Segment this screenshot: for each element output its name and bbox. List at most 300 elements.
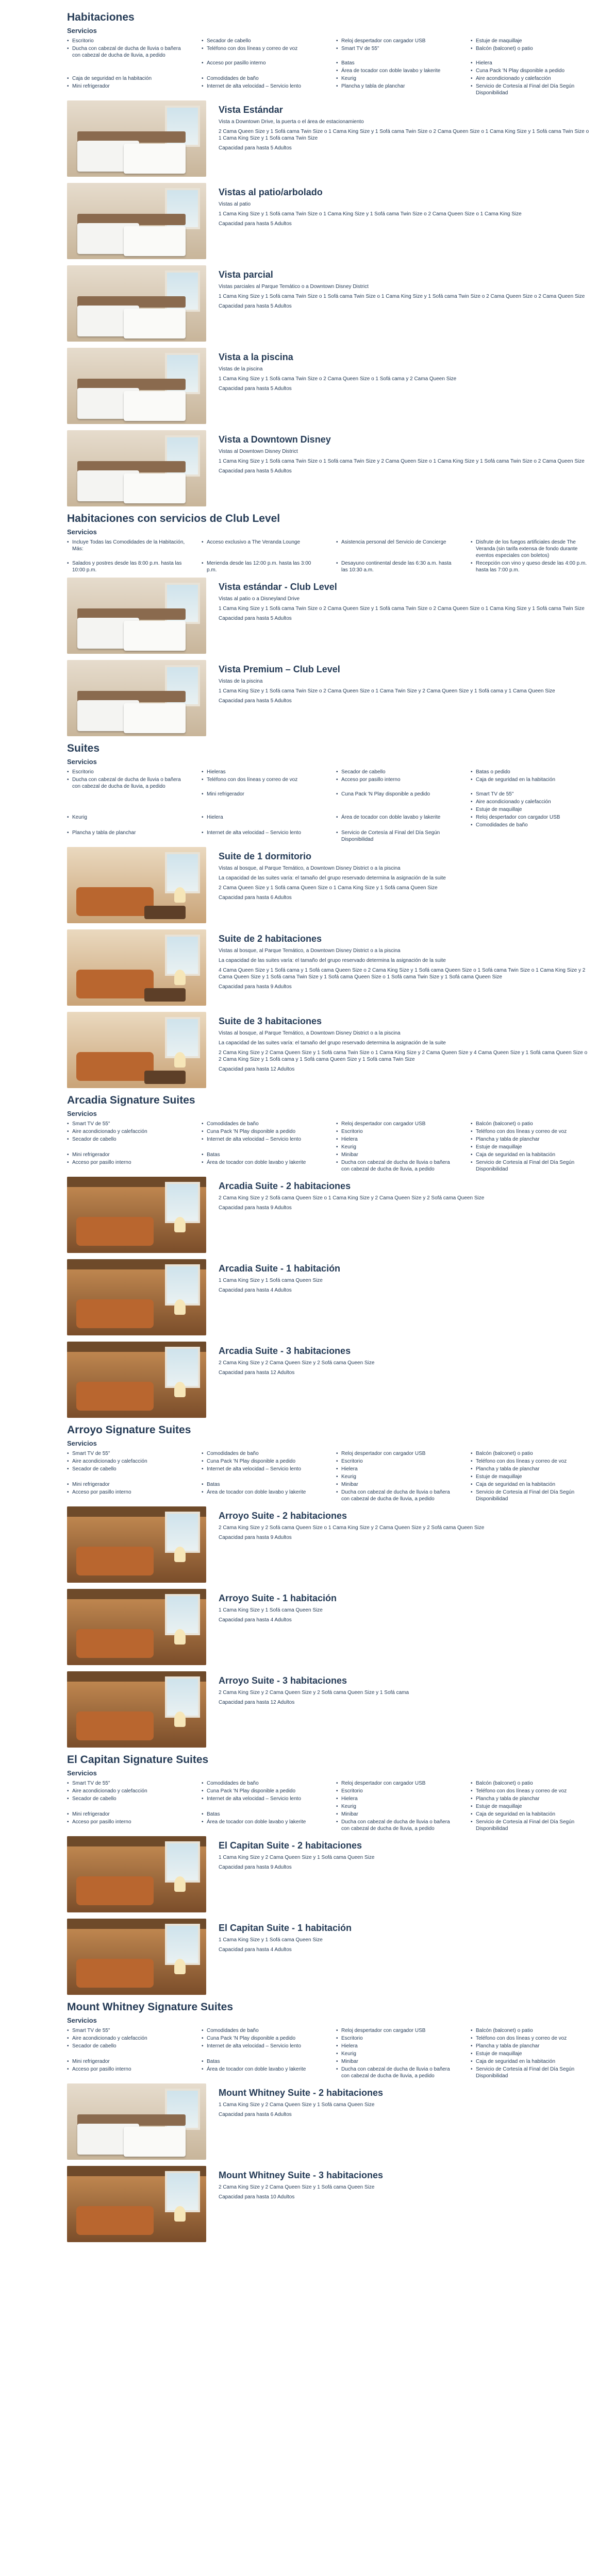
room-photo-sofa xyxy=(76,2206,154,2235)
room-detail-line: 2 Cama King Size y 2 Sofá cama Queen Size o 1 Cama King Size y 2 Cama Queen Size y 2 Sofá cama Queen Size xyxy=(219,1195,485,1201)
section-title: Habitaciones con servicios de Club Level xyxy=(67,513,280,524)
amenity-item: • Estuje de maquillaje xyxy=(471,2050,591,2057)
amenity-item: • Recepción con vino y queso desde las 4:00 p.m. hasta las 7:00 p.m. xyxy=(471,560,591,573)
room-card[interactable] xyxy=(67,265,591,342)
room-photo-lamp xyxy=(174,2206,186,2222)
room-card[interactable] xyxy=(67,1012,591,1088)
amenity-item: • Smart TV de 55" xyxy=(67,1121,187,1127)
amenity-item: • Comodidades de baño xyxy=(202,1121,322,1127)
room-detail-line: 1 Cama King Size y 1 Sofá cama Twin Size o 2 Cama Queen Size o 1 Cama Twin Size y 2 Cama Queen Size y 1 Sofá cama y 1 Cama Queen Size xyxy=(219,688,555,694)
amenity-item: • Caja de seguridad en la habitación xyxy=(67,75,187,82)
room-photo[interactable] xyxy=(67,929,206,1006)
room-detail-line: 2 Cama King Size y 2 Cama Queen Size y 1 Sofá cama Twin Size o 1 Cama King Size y 2 Cama Queen Size y 4 Cama Queen Size y 1 Sofá cama Queen Size o 2 Cama King Size y 1 Sofá cama y 1 Sofá cama Queen Size y 1 Sofá cama Twin Size xyxy=(219,1050,588,1062)
amenity-item: • Hielera xyxy=(202,814,322,821)
room-detail-line: 2 Cama Queen Size y 1 Sofá cama Twin Size o 1 Cama King Size y 1 Sofá cama Twin Size o 2 Cama Queen Size o 1 Cama King Size y 1 Sofá cama Twin Size o 1 Cama King Size y 1 Sofá cama Twin Size xyxy=(219,129,589,141)
room-info xyxy=(219,1671,591,1748)
room-photo-table xyxy=(144,1071,186,1084)
room-photo-window xyxy=(165,1182,200,1223)
room-info xyxy=(219,660,591,736)
amenity-item: • Comodidades de baño xyxy=(202,1450,322,1457)
amenity-item: • Mini refrigerador xyxy=(67,1481,187,1488)
amenity-item: • Batas xyxy=(202,2058,322,2065)
amenity-item: • Secador de cabello xyxy=(202,38,322,44)
room-category-section xyxy=(67,11,591,506)
room-photo-table xyxy=(144,906,186,919)
amenity-item: • Batas xyxy=(202,1811,322,1818)
room-photo-sofa xyxy=(76,1547,154,1575)
amenity-item: • Caja de seguridad en la habitación xyxy=(471,2058,591,2065)
amenity-item: • Escritorio xyxy=(67,38,187,44)
room-info xyxy=(219,1177,591,1253)
amenity-item: • Mini refrigerador xyxy=(67,83,187,96)
room-card[interactable] xyxy=(67,2166,591,2242)
room-name-link[interactable]: Arcadia Suite - 3 habitaciones xyxy=(219,1346,351,1356)
room-photo-lamp xyxy=(174,1711,186,1727)
amenity-item: • Batas o pedido xyxy=(471,769,591,775)
room-detail-line: Vistas al bosque, al Parque Temático, a Downtown Disney District o a la piscina xyxy=(219,866,401,871)
room-photo-window xyxy=(165,852,200,893)
section-title: Suites xyxy=(67,742,100,754)
room-category-section xyxy=(67,1094,591,1418)
amenity-item: • Servicio de Cortesía al Final del Día Según Disponibilidad xyxy=(336,829,456,843)
amenity-item: • Comodidades de baño xyxy=(202,75,322,82)
room-detail-line: Capacidad para hasta 5 Adultos xyxy=(219,145,292,151)
amenity-item: • Balcón (balconet) o patio xyxy=(471,45,591,59)
amenities-list xyxy=(67,769,591,843)
room-detail-line: Capacidad para hasta 12 Adultos xyxy=(219,1700,295,1705)
room-photo[interactable] xyxy=(67,100,206,177)
room-name-link[interactable]: Arroyo Suite - 1 habitación xyxy=(219,1593,337,1603)
room-photo-lamp xyxy=(174,1382,186,1397)
room-card[interactable] xyxy=(67,1506,591,1583)
amenities-list xyxy=(67,1450,591,1502)
section-title: Mount Whitney Signature Suites xyxy=(67,2001,234,2013)
room-detail-line: Capacidad para hasta 9 Adultos xyxy=(219,1205,292,1211)
room-photo[interactable] xyxy=(67,1342,206,1418)
amenity-item: • Cuna Pack 'N Play disponible a pedido xyxy=(202,1128,322,1135)
amenity-item: • Desayuno continental desde las 6:30 a.m. hasta las 10:30 a.m. xyxy=(336,560,456,573)
room-card[interactable] xyxy=(67,2083,591,2160)
amenity-item: • Cuna Pack 'N Play disponible a pedido xyxy=(202,1458,322,1465)
room-detail-line: Vistas al patio xyxy=(219,201,251,207)
room-card[interactable] xyxy=(67,929,591,1006)
amenities-list xyxy=(67,2027,591,2079)
amenity-item: • Escritorio xyxy=(336,1128,456,1135)
room-detail-line: 1 Cama King Size y 1 Sofá cama Twin Size o 2 Cama Queen Size y 1 Sofá cama Twin Size o 2 Cama Queen Size o 1 Cama King Size y 1 Sofá cama Twin Size xyxy=(219,606,585,612)
room-name-link[interactable]: Suite de 1 dormitorio xyxy=(219,851,312,861)
room-info xyxy=(219,929,591,1006)
room-photo-sofa xyxy=(76,1299,154,1328)
amenity-item: • Secador de cabello xyxy=(336,769,456,775)
room-photo[interactable] xyxy=(67,660,206,736)
amenity-item: • Mini refrigerador xyxy=(67,1811,187,1818)
room-card[interactable] xyxy=(67,578,591,654)
amenity-item: • Área de tocador con doble lavabo y lakerite xyxy=(202,2066,322,2079)
room-detail-line: Capacidad para hasta 9 Adultos xyxy=(219,984,292,990)
room-info xyxy=(219,578,591,654)
room-info xyxy=(219,1012,591,1088)
amenity-item: • Keurig xyxy=(67,814,187,821)
room-photo-sofa xyxy=(76,1217,154,1246)
room-detail-line: 2 Cama King Size y 2 Sofá cama Queen Size o 1 Cama King Size y 2 Cama Queen Size y 2 Sofá cama Queen Size xyxy=(219,1525,485,1531)
amenity-item: • Aire acondicionado y calefacción xyxy=(67,1128,187,1135)
room-card[interactable] xyxy=(67,1671,591,1748)
room-photo-bed xyxy=(124,621,186,651)
room-name-link[interactable]: Vista Estándar xyxy=(219,105,283,115)
room-card[interactable] xyxy=(67,1259,591,1335)
room-photo[interactable] xyxy=(67,183,206,259)
room-photo-lamp xyxy=(174,887,186,903)
room-detail-line: 1 Cama King Size y 1 Sofá cama Queen Size xyxy=(219,1937,323,1943)
room-info xyxy=(219,100,591,177)
room-info xyxy=(219,430,591,506)
room-detail-line: Vistas al patio o a Disneyland Drive xyxy=(219,596,300,602)
amenity-item: • Área de tocador con doble lavabo y lakerite xyxy=(202,1489,322,1502)
room-detail-line: Capacidad para hasta 12 Adultos xyxy=(219,1370,295,1376)
amenity-item: • Balcón (balconet) o patio xyxy=(471,2027,591,2034)
room-photo-lamp xyxy=(174,1299,186,1315)
amenity-item: • Caja de seguridad en la habitación xyxy=(471,1481,591,1488)
room-detail-line: Capacidad para hasta 5 Adultos xyxy=(219,698,292,704)
amenity-item: • Servicio de Cortesía al Final del Día Según Disponibilidad xyxy=(471,1819,591,1832)
room-card[interactable] xyxy=(67,348,591,424)
amenity-item: • Ducha con cabezal de ducha de lluvia o bañera con cabezal de ducha de lluvia, a pedido xyxy=(67,776,187,790)
room-card[interactable] xyxy=(67,1589,591,1665)
room-photo-bed xyxy=(124,703,186,733)
amenity-item: • Reloj despertador con cargador USB xyxy=(471,814,591,821)
room-photo[interactable] xyxy=(67,1506,206,1583)
room-photo[interactable] xyxy=(67,1589,206,1665)
amenity-item: • Hieleras xyxy=(202,769,322,775)
room-detail-line: Capacidad para hasta 5 Adultos xyxy=(219,616,292,621)
amenity-item: • Internet de alta velocidad – Servicio lento xyxy=(202,1466,322,1472)
amenity-item: • Smart TV de 55" xyxy=(471,791,591,798)
room-card[interactable] xyxy=(67,430,591,506)
room-photo-lamp xyxy=(174,1547,186,1562)
room-photo-lamp xyxy=(174,1959,186,1974)
room-name-link[interactable]: Arroyo Suite - 3 habitaciones xyxy=(219,1675,347,1686)
amenity-item: • Disfrute de los fuegos artificiales desde The Veranda (sin tarifa extensa de fondo durante eventos especiales con boletos) xyxy=(471,539,591,559)
amenity-item: • Aire acondicionado y calefacción xyxy=(67,2035,187,2042)
room-detail-line: La capacidad de las suites varía: el tamaño del grupo reservado determina la asignación de la suite xyxy=(219,958,446,963)
room-photo-window xyxy=(165,1264,200,1306)
amenity-item: • Escritorio xyxy=(336,2035,456,2042)
amenity-item: • Reloj despertador con cargador USB xyxy=(336,38,456,44)
amenity-item: • Acceso por pasillo interno xyxy=(202,60,322,66)
amenity-item: • Hielera xyxy=(336,2043,456,2049)
amenity-item: • Internet de alta velocidad – Servicio lento xyxy=(202,2043,322,2049)
room-detail-line: Capacidad para hasta 9 Adultos xyxy=(219,1535,292,1540)
room-name-link[interactable]: Arcadia Suite - 1 habitación xyxy=(219,1263,341,1274)
amenity-item: • Merienda desde las 12:00 p.m. hasta las 3:00 p.m. xyxy=(202,560,322,573)
amenity-item: • Escritorio xyxy=(67,769,187,775)
amenity-item: • Keurig xyxy=(336,1803,456,1810)
room-photo[interactable] xyxy=(67,265,206,342)
room-photo-lamp xyxy=(174,1876,186,1892)
amenity-item: • Batas xyxy=(202,1151,322,1158)
amenity-item: • Estuje de maquillaje xyxy=(471,1473,591,1480)
amenity-item: • Teléfono con dos líneas y correo de voz xyxy=(202,45,322,59)
room-detail-line: Capacidad para hasta 12 Adultos xyxy=(219,1066,295,1072)
room-photo[interactable] xyxy=(67,847,206,923)
amenity-item: • Acceso exclusivo a The Veranda Lounge xyxy=(202,539,322,559)
amenity-item: • Minibar xyxy=(336,2058,456,2065)
amenity-item: • Plancha y tabla de planchar xyxy=(471,1795,591,1802)
room-photo-lamp xyxy=(174,970,186,985)
amenity-item: • Área de tocador con doble lavabo y lakerite xyxy=(336,814,456,821)
section-title: Arroyo Signature Suites xyxy=(67,1424,191,1436)
amenity-item: • Escritorio xyxy=(336,1458,456,1465)
amenities-list xyxy=(67,1780,591,1832)
amenities-list xyxy=(67,38,591,96)
amenity-item: • Cuna Pack 'N Play disponible a pedido xyxy=(202,2035,322,2042)
room-detail-line: Vista a Downtown Drive, la puerta o el área de estacionamiento xyxy=(219,119,364,125)
room-detail-line: Capacidad para hasta 10 Adultos xyxy=(219,2194,295,2200)
amenity-item: • Secador de cabello xyxy=(67,1466,187,1472)
amenity-item: • Smart TV de 55" xyxy=(336,45,456,59)
amenity-item: • Acceso por pasillo interno xyxy=(67,1489,187,1502)
room-name-link[interactable]: Vista Premium – Club Level xyxy=(219,664,340,674)
amenity-item: • Hielera xyxy=(471,60,591,66)
room-photo-lamp xyxy=(174,1217,186,1232)
amenity-item: • Hielera xyxy=(336,1466,456,1472)
amenity-item: • Internet de alta velocidad – Servicio lento xyxy=(202,1795,322,1802)
amenity-item: • Ducha con cabezal de ducha de lluvia o bañera con cabezal de ducha de lluvia, a pedido xyxy=(336,1489,456,1502)
amenity-item: • Plancha y tabla de planchar xyxy=(471,1466,591,1472)
room-info xyxy=(219,2083,591,2160)
room-photo-bed xyxy=(124,391,186,421)
room-card[interactable] xyxy=(67,1919,591,1995)
room-name-link[interactable]: El Capitan Suite - 1 habitación xyxy=(219,1923,352,1933)
room-card[interactable] xyxy=(67,660,591,736)
amenities-list xyxy=(67,539,591,573)
room-detail-line: 2 Cama King Size y 2 Cama Queen Size y 2 Sofá cama Queen Size y 1 Sofá cama xyxy=(219,1690,409,1696)
amenity-item: • Keurig xyxy=(336,75,456,82)
room-photo-sofa xyxy=(76,1959,154,1988)
amenity-item: • Mini refrigerador xyxy=(202,791,322,798)
amenity-item: • Estuje de maquillaje xyxy=(471,806,591,813)
room-photo-lamp xyxy=(174,1629,186,1645)
room-photo-window xyxy=(165,2171,200,2212)
amenities-heading: Servicios xyxy=(67,758,97,766)
room-photo[interactable] xyxy=(67,1836,206,1912)
room-detail-line: La capacidad de las suites varía: el tamaño del grupo reservado determina la asignación de la suite xyxy=(219,875,446,881)
room-info xyxy=(219,1259,591,1335)
room-info xyxy=(219,348,591,424)
amenity-item: • Aire acondicionado y calefacción xyxy=(471,799,591,805)
room-photo-window xyxy=(165,1841,200,1883)
amenity-item: • Salados y postres desde las 8:00 p.m. hasta las 10:00 p.m. xyxy=(67,560,187,573)
room-detail-line: Capacidad para hasta 4 Adultos xyxy=(219,1947,292,1953)
section-title: Habitaciones xyxy=(67,11,135,23)
amenity-item: • Comodidades de baño xyxy=(471,822,591,828)
room-photo-sofa xyxy=(76,1382,154,1411)
room-photo-bed xyxy=(124,144,186,174)
amenities-heading: Servicios xyxy=(67,2016,97,2024)
room-card[interactable] xyxy=(67,100,591,177)
room-name-link[interactable]: Vista estándar - Club Level xyxy=(219,582,337,592)
amenity-item: • Cuna Pack 'N Play disponible a pedido xyxy=(471,67,591,74)
room-photo-window xyxy=(165,1924,200,1965)
amenity-item: • Balcón (balconet) o patio xyxy=(471,1780,591,1787)
room-category-section xyxy=(67,1424,591,1748)
amenity-item: • Ducha con cabezal de ducha de lluvia o bañera con cabezal de ducha de lluvia, a pedido xyxy=(336,1819,456,1832)
amenity-item: • Comodidades de baño xyxy=(202,2027,322,2034)
room-detail-line: Capacidad para hasta 4 Adultos xyxy=(219,1617,292,1623)
room-photo-window xyxy=(165,935,200,976)
room-detail-line: 2 Cama King Size y 2 Cama Queen Size y 1 Sofá cama Queen Size xyxy=(219,2184,375,2190)
amenity-item: • Plancha y tabla de planchar xyxy=(336,83,456,96)
room-photo[interactable] xyxy=(67,1919,206,1995)
amenity-item: • Secador de cabello xyxy=(67,2043,187,2049)
amenity-item: • Batas xyxy=(336,60,456,66)
amenity-item: • Escritorio xyxy=(336,1788,456,1794)
amenity-item: • Acceso por pasillo interno xyxy=(67,1819,187,1832)
room-info xyxy=(219,1919,591,1995)
room-name-link[interactable]: Vista parcial xyxy=(219,269,273,280)
amenity-item: • Acceso por pasillo interno xyxy=(336,776,456,790)
room-card[interactable] xyxy=(67,847,591,923)
amenity-item: • Mini refrigerador xyxy=(67,1151,187,1158)
room-photo-sofa xyxy=(76,887,154,916)
room-photo-bed xyxy=(124,473,186,503)
amenity-item: • Área de tocador con doble lavabo y lakerite xyxy=(202,1159,322,1173)
amenities-heading: Servicios xyxy=(67,27,97,35)
room-name-link[interactable]: Vista a Downtown Disney xyxy=(219,434,331,445)
room-photo[interactable] xyxy=(67,430,206,506)
amenity-item: • Caja de seguridad en la habitación xyxy=(471,1151,591,1158)
room-info xyxy=(219,1342,591,1418)
room-card[interactable] xyxy=(67,1342,591,1418)
room-card[interactable] xyxy=(67,1177,591,1253)
amenity-item: • Acceso por pasillo interno xyxy=(67,1159,187,1173)
room-photo[interactable] xyxy=(67,348,206,424)
room-category-section xyxy=(67,2001,591,2242)
room-detail-line: Capacidad para hasta 5 Adultos xyxy=(219,303,292,309)
room-detail-line: 1 Cama King Size y 2 Cama Queen Size y 1 Sofá cama Queen Size xyxy=(219,1855,375,1860)
section-title: El Capitan Signature Suites xyxy=(67,1754,209,1766)
amenity-item: • Estuje de maquillaje xyxy=(471,1144,591,1150)
room-detail-line: Capacidad para hasta 6 Adultos xyxy=(219,2112,292,2117)
room-photo-sofa xyxy=(76,970,154,998)
room-detail-line: 4 Cama Queen Size y 1 Sofá cama y 1 Sofá cama Queen Size o 2 Cama King Size y 1 Sofá cama Queen Size o 1 Sofá cama Twin Size o 1 Cama King Size y 2 Cama Queen Size y 1 Sofá cama Twin Size y 1 Sofá cama Queen Size o 1 Sofá cama Twin Size y 1 Sofá cama Queen Size xyxy=(219,968,586,980)
room-detail-line: 2 Cama King Size y 2 Cama Queen Size y 2 Sofá cama Queen Size xyxy=(219,1360,375,1366)
room-photo[interactable] xyxy=(67,1012,206,1088)
amenity-item: • Cuna Pack 'N Play disponible a pedido xyxy=(336,791,456,798)
room-photo-bed xyxy=(124,309,186,338)
room-name-link[interactable]: Vista a la piscina xyxy=(219,352,293,362)
amenity-item: • Comodidades de baño xyxy=(202,1780,322,1787)
amenity-item: • Secador de cabello xyxy=(67,1136,187,1143)
amenity-item: • Reloj despertador con cargador USB xyxy=(336,1450,456,1457)
amenity-item: • Acceso por pasillo interno xyxy=(67,2066,187,2079)
amenity-item: • Balcón (balconet) o patio xyxy=(471,1450,591,1457)
room-photo-bed xyxy=(124,226,186,256)
amenities-heading: Servicios xyxy=(67,528,97,536)
amenity-item: • Plancha y tabla de planchar xyxy=(67,829,187,843)
amenities-heading: Servicios xyxy=(67,1110,97,1117)
room-photo-bed xyxy=(124,2127,186,2157)
amenity-item: • Reloj despertador con cargador USB xyxy=(336,1121,456,1127)
room-detail-line: Vistas de la piscina xyxy=(219,366,263,372)
amenity-item: • Teléfono con dos líneas y correo de voz xyxy=(202,776,322,790)
room-name-link[interactable]: Vistas al patio/arbolado xyxy=(219,187,323,197)
room-detail-line: Vistas al bosque, al Parque Temático, a Downtown Disney District o a la piscina xyxy=(219,948,401,954)
room-detail-line: Capacidad para hasta 5 Adultos xyxy=(219,386,292,392)
amenity-item: • Área de tocador con doble lavabo y lakerite xyxy=(202,1819,322,1832)
room-detail-line: Capacidad para hasta 9 Adultos xyxy=(219,1865,292,1870)
room-detail-line: 1 Cama King Size y 1 Sofá cama Twin Size o 2 Cama Queen Size o 1 Sofá cama y 2 Cama Queen Size xyxy=(219,376,457,382)
room-info xyxy=(219,2166,591,2242)
amenity-item: • Estuje de maquillaje xyxy=(471,1803,591,1810)
room-name-link[interactable]: Suite de 2 habitaciones xyxy=(219,934,322,944)
amenity-item: • Aire acondicionado y calefacción xyxy=(67,1788,187,1794)
section-title: Arcadia Signature Suites xyxy=(67,1094,195,1106)
amenity-item: • Teléfono con dos líneas y correo de voz xyxy=(471,1788,591,1794)
amenity-item: • Mini refrigerador xyxy=(67,2058,187,2065)
amenities-list xyxy=(67,1121,591,1173)
room-card[interactable] xyxy=(67,1836,591,1912)
room-photo-window xyxy=(165,1594,200,1635)
amenity-item: • Caja de seguridad en la habitación xyxy=(471,1811,591,1818)
room-info xyxy=(219,265,591,342)
amenity-item: • Servicio de Cortesía al Final del Día Según Disponibilidad xyxy=(471,83,591,96)
room-detail-line: 1 Cama King Size y 2 Cama Queen Size y 1 Sofá cama Queen Size xyxy=(219,2102,375,2108)
room-photo-lamp xyxy=(174,1052,186,1067)
amenity-item: • Internet de alta velocidad – Servicio lento xyxy=(202,829,322,843)
room-detail-line: 2 Cama Queen Size y 1 Sofá cama Queen Size o 1 Cama King Size y 1 Sofá cama Queen Size xyxy=(219,885,438,891)
amenity-item: • Minibar xyxy=(336,1481,456,1488)
amenities-heading: Servicios xyxy=(67,1769,97,1777)
room-detail-line: Capacidad para hasta 5 Adultos xyxy=(219,221,292,227)
amenity-item: • Caja de seguridad en la habitación xyxy=(471,776,591,790)
amenity-item: • Ducha con cabezal de ducha de lluvia o bañera con cabezal de ducha de lluvia, a pedido xyxy=(336,1159,456,1173)
amenity-item: • Área de tocador con doble lavabo y lakerite xyxy=(336,67,456,74)
amenity-item: • Incluye Todas las Comodidades de la Habitación, Más: xyxy=(67,539,187,559)
amenity-item: • Teléfono con dos líneas y correo de voz xyxy=(471,1128,591,1135)
amenity-item: • Plancha y tabla de planchar xyxy=(471,2043,591,2049)
room-info xyxy=(219,1589,591,1665)
room-photo[interactable] xyxy=(67,1671,206,1748)
amenity-item: • Reloj despertador con cargador USB xyxy=(336,2027,456,2034)
room-detail-line: Capacidad para hasta 4 Adultos xyxy=(219,1287,292,1293)
amenity-item: • Secador de cabello xyxy=(67,1795,187,1802)
amenity-item: • Smart TV de 55" xyxy=(67,1450,187,1457)
room-name-link[interactable]: Mount Whitney Suite - 3 habitaciones xyxy=(219,2170,384,2180)
room-category-section xyxy=(67,513,591,736)
room-name-link[interactable]: Mount Whitney Suite - 2 habitaciones xyxy=(219,2088,384,2098)
room-photo[interactable] xyxy=(67,1259,206,1335)
amenity-item: • Minibar xyxy=(336,1811,456,1818)
room-detail-line: La capacidad de las suites varía: el tamaño del grupo reservado determina la asignación de la suite xyxy=(219,1040,446,1046)
room-detail-line: 1 Cama King Size y 1 Sofá cama Queen Size xyxy=(219,1278,323,1283)
room-photo-sofa xyxy=(76,1711,154,1740)
room-category-section xyxy=(67,742,591,1088)
amenity-item: • Hielera xyxy=(336,1795,456,1802)
room-name-link[interactable]: El Capitan Suite - 2 habitaciones xyxy=(219,1840,362,1851)
room-photo[interactable] xyxy=(67,578,206,654)
room-photo[interactable] xyxy=(67,1177,206,1253)
room-photo[interactable] xyxy=(67,2083,206,2160)
room-detail-line: Vistas al Downtown Disney District xyxy=(219,449,298,454)
room-name-link[interactable]: Suite de 3 habitaciones xyxy=(219,1016,322,1026)
room-photo[interactable] xyxy=(67,2166,206,2242)
room-name-link[interactable]: Arroyo Suite - 2 habitaciones xyxy=(219,1511,347,1521)
room-photo-sofa xyxy=(76,1629,154,1658)
room-name-link[interactable]: Arcadia Suite - 2 habitaciones xyxy=(219,1181,351,1191)
room-card[interactable] xyxy=(67,183,591,259)
amenity-item: • Keurig xyxy=(336,1473,456,1480)
